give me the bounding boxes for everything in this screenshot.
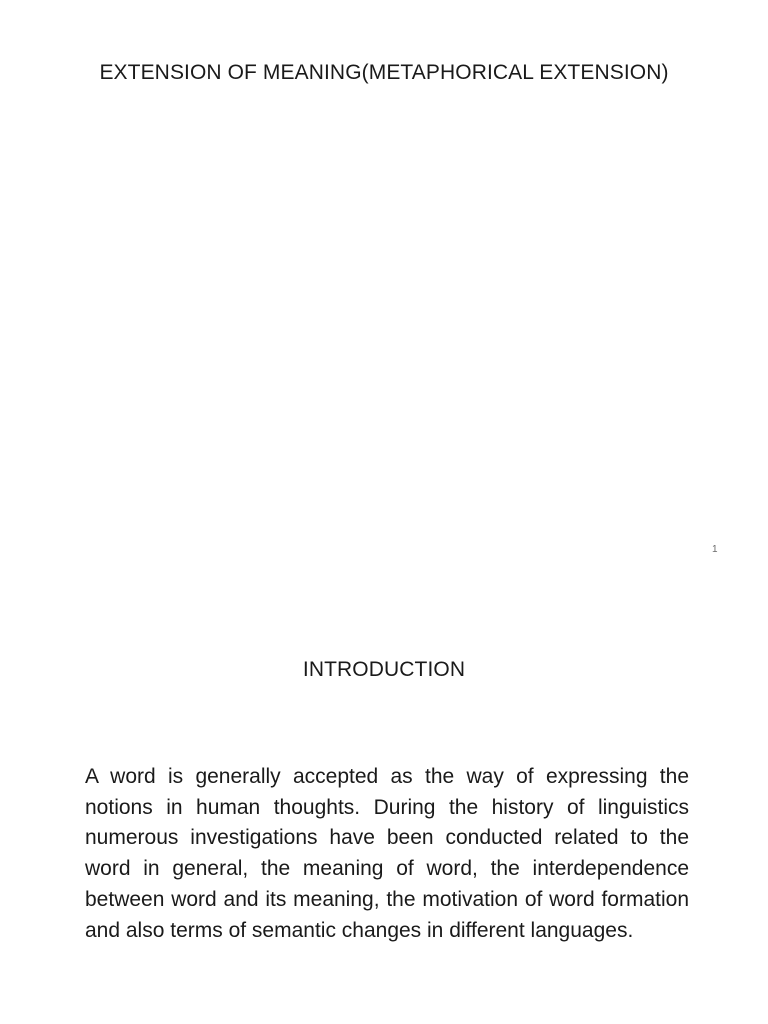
- slide-2: [0, 580, 768, 1024]
- slide-title: EXTENSION OF MEANING(METAPHORICAL EXTENSION): [99, 61, 669, 84]
- intro-paragraph: A word is generally accepted as the way of expressing the notions in human thoughts. During the history of linguistics numerous investigations have been conducted related to the word in general, the meaning of word, the interdependence between word and its meaning, the motivation of word formation and also terms of semantic changes in different languages.: [85, 765, 689, 942]
- page-number: 1: [712, 544, 718, 555]
- section-heading: INTRODUCTION: [302, 658, 466, 681]
